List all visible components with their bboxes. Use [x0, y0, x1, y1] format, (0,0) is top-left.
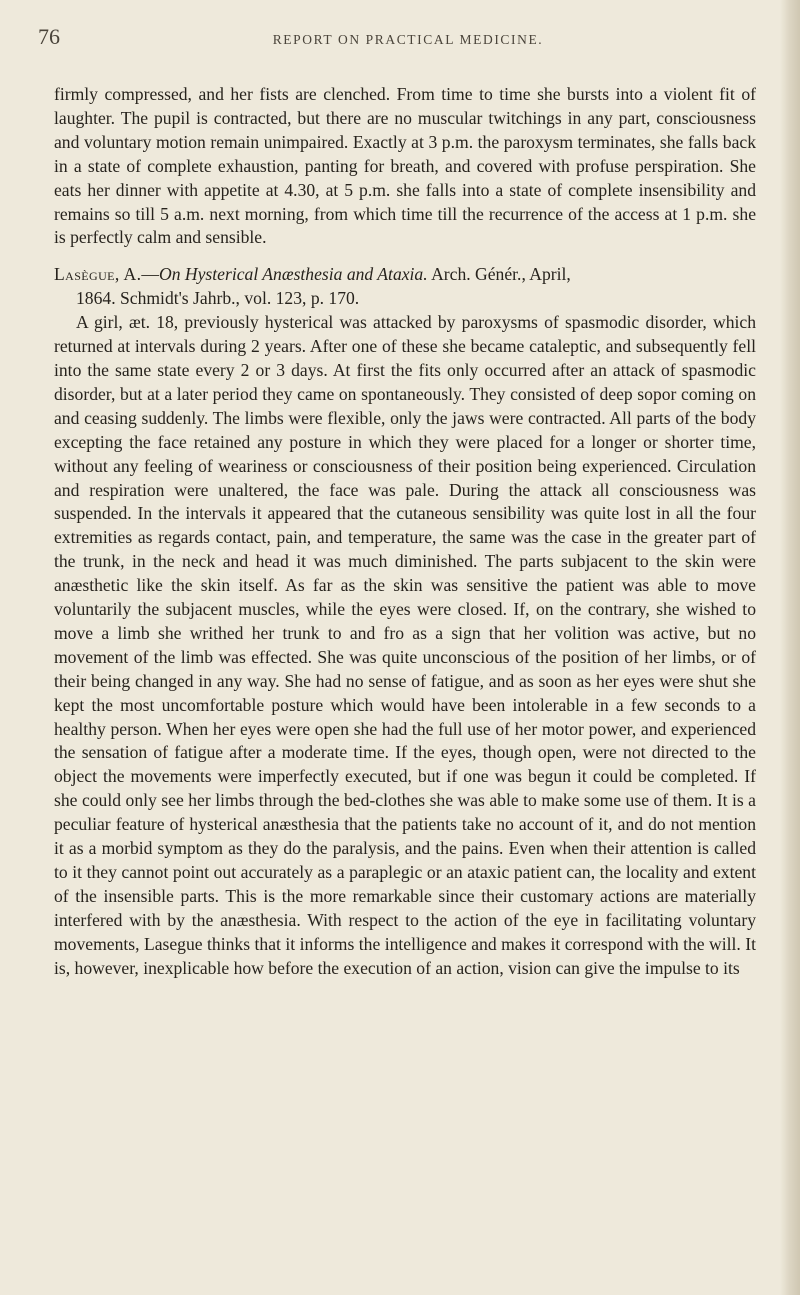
page-number: 76: [38, 24, 60, 49]
citation-heading: [54, 263, 756, 311]
case-report-paragraph: A girl, æt. 18, previously hysterical was attacked by paroxysms of spasmodic disorder, which returned at intervals during 2 years. After one of these she became cataleptic, and subsequently fell into the same state every 2 or 3 days. At first the fits only occurred after an attack of spasmodic disorder, but at a later period they came on spontaneously. They consisted of deep sopor coming on and ceasing suddenly. The limbs were flexible, only the jaws were contracted. All parts of the body excepting the face retained any posture in which they were placed for a longer or shorter time, without any feeling of weariness or consciousness of their position being experienced. Circulation and respiration were unaltered, the face was pale. During the attack all consciousness was suspended. In the intervals it appeared that the cutaneous sensibility was quite lost in all the four extremities as regards contact, pain, and temperature, the same was the case in the greater part of the trunk, in the neck and head it was much diminished. The parts subjacent to the skin were anæsthetic like the skin itself. As far as the skin was sensitive the patient was able to move voluntarily the subjacent muscles, while the eyes were closed. If, on the contrary, she wished to move a limb she writhed her trunk to and fro as a sign that her volition was active, but no movement of the limb was effected. She was quite unconscious of the position of her limbs, or of their being changed in any way. She had no sense of fatigue, and as soon as her eyes were shut she kept the most uncomfortable posture which would have been intolerable in a few seconds to a healthy person. When her eyes were open she had the full use of her motor power, and experienced the sensation of fatigue after a moderate time. If the eyes, though open, were not directed to the object the movements were imperfectly executed, but if one was begun it could be completed. If she could only see her limbs through the bed-clothes she was able to make some use of them. It is a peculiar feature of hysterical anæsthesia that the patients take no account of it, and do not mention it as a morbid symptom as they do the paralysis, and the pains. Even when their attention is called to it they cannot point out accurately as a paraplegic or an ataxic patient can, the locality and extent of the insensible parts. This is the more remarkable since their customary actions are materially interfered with by the anæsthesia. With respect to the action of the eye in facilitating voluntary movements, Lasegue thinks that it informs the intelligence and makes it correspond with the will. It is, however, inexplicable how before the execution of an action, vision can give the impulse to its: [54, 312, 756, 978]
running-head: [38, 24, 778, 54]
citation-source: Arch. Génér., April,: [427, 264, 571, 285]
citation-continuation: 1864. Schmidt's Jahrb., vol. 123, p. 170.: [76, 288, 360, 309]
body-text: [54, 83, 756, 981]
citation-title: On Hysterical Anæsthesia and Ataxia.: [159, 264, 428, 285]
page-edge-shadow: [780, 0, 800, 1295]
citation-author: Lasègue, A.: [54, 264, 142, 285]
running-head-title: REPORT ON PRACTICAL MEDICINE.: [272, 32, 544, 47]
paragraph-continued: firmly compressed, and her fists are clenched. From time to time she bursts into a violent fit of laughter. The pupil is contracted, but there are no muscular twitchings in any part, consciousness and voluntary motion remain unimpaired. Exactly at 3 p.m. the paroxysm terminates, she falls back in a state of complete exhaustion, panting for breath, and covered with profuse perspiration. She eats her dinner with appetite at 4.30, at 5 p.m. she falls into a state of complete insensibility and remains so till 5 a.m. next morning, from which time till the recurrence of the access at 1 p.m. she is perfectly calm and sensible.: [54, 84, 756, 248]
citation-dash: —: [141, 264, 160, 285]
